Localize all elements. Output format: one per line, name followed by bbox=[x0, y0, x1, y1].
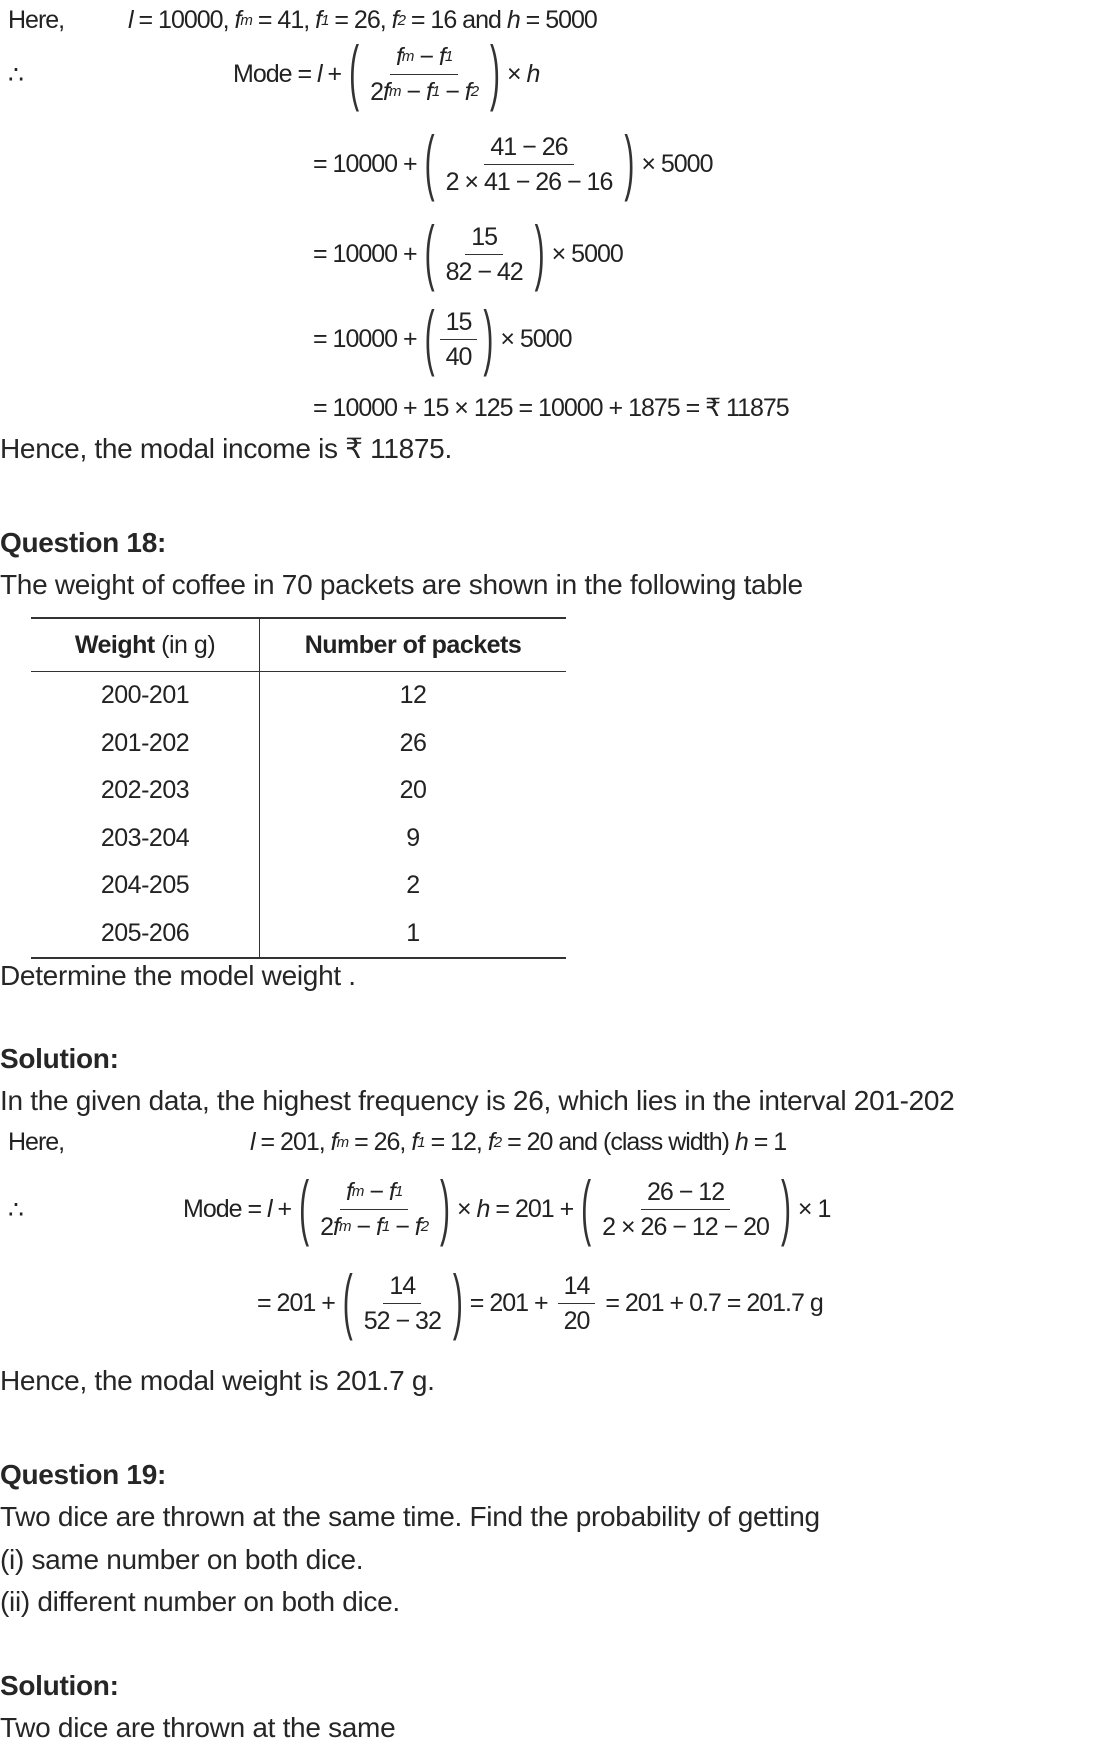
right-paren: ) bbox=[490, 33, 500, 113]
math-text: = 26, bbox=[348, 1128, 412, 1156]
table-header-row bbox=[31, 618, 566, 672]
math-text: + bbox=[271, 1195, 298, 1223]
math-text: = 1 bbox=[747, 1128, 787, 1156]
numerator: f m − f 1 bbox=[340, 1175, 408, 1210]
left-paren: ( bbox=[299, 1168, 309, 1248]
table-row bbox=[31, 910, 566, 959]
math-text: 2 bbox=[320, 1213, 333, 1241]
left-paren: ( bbox=[424, 123, 434, 203]
math-text: = 26, bbox=[328, 6, 392, 34]
left-paren: ( bbox=[424, 298, 434, 378]
packets-cell: 2 bbox=[406, 871, 420, 900]
math-variable: f bbox=[345, 1178, 352, 1206]
fraction bbox=[440, 220, 529, 289]
math-text: = 201 + bbox=[463, 1289, 554, 1317]
left-paren: ( bbox=[424, 213, 434, 293]
math-variable: f bbox=[315, 6, 322, 34]
left-paren: ( bbox=[349, 33, 359, 113]
math-variable: f bbox=[438, 43, 445, 71]
math-variable: f bbox=[395, 43, 402, 71]
left-paren: ( bbox=[581, 1168, 591, 1248]
numerator bbox=[641, 1175, 730, 1210]
numerator bbox=[440, 305, 478, 340]
math-text: = 20 and (class width) bbox=[501, 1128, 735, 1156]
denominator bbox=[440, 255, 529, 289]
weight-cell: 205-206 bbox=[31, 910, 260, 959]
math-text: × bbox=[501, 60, 527, 88]
fraction bbox=[314, 1175, 434, 1244]
weight-cell: 202-203 bbox=[31, 767, 260, 815]
right-paren: ) bbox=[780, 1168, 790, 1248]
math-variable: h bbox=[526, 60, 540, 88]
math-text: 14 bbox=[563, 1272, 590, 1300]
math-variable: f bbox=[330, 1128, 337, 1156]
math-text: = 10000 + 15 × 125 = 10000 + 1875 = ₹ 11875 bbox=[313, 394, 789, 422]
mode-step bbox=[313, 123, 713, 203]
right-paren: ) bbox=[483, 298, 493, 378]
question-text: The weight of coffee in 70 packets are shown in the following table bbox=[0, 569, 803, 600]
conclusion: Hence, the modal weight is 201.7 g. bbox=[0, 1365, 435, 1396]
given-values: l = 10000, f m = 41, f 1 = 26, f 2 = 16 and h = 5000 bbox=[128, 6, 597, 34]
math-variable: l bbox=[250, 1128, 255, 1156]
mode-formula bbox=[233, 33, 540, 113]
denominator: 2 f m − f 1 − f 2 bbox=[314, 1210, 434, 1244]
packets-cell: 9 bbox=[406, 823, 420, 852]
weight-cell: 200-201 bbox=[31, 672, 260, 720]
math-text: = 10000 + bbox=[313, 150, 423, 178]
math-variable: f bbox=[391, 6, 398, 34]
numerator: f m − f 1 bbox=[390, 40, 458, 75]
table-row bbox=[31, 720, 566, 768]
fraction bbox=[440, 305, 478, 374]
packets-cell: 26 bbox=[399, 728, 427, 757]
math-variable: f bbox=[464, 78, 471, 106]
math-text: 2 × 41 − 26 − 16 bbox=[445, 168, 613, 196]
math-text: × 1 bbox=[791, 1195, 831, 1223]
denominator bbox=[440, 165, 619, 199]
packets-cell: 20 bbox=[399, 776, 427, 805]
question-part-i: (i) same number on both dice. bbox=[0, 1544, 364, 1575]
weight-table bbox=[31, 617, 566, 959]
numerator bbox=[383, 1269, 421, 1304]
right-paren: ) bbox=[534, 213, 544, 293]
question-text: Two dice are thrown at the same time. Find the probability of getting bbox=[0, 1501, 820, 1532]
fraction bbox=[596, 1175, 775, 1244]
left-paren: ( bbox=[342, 1262, 352, 1342]
therefore-symbol: ∴ bbox=[8, 1196, 23, 1224]
math-text: 15 bbox=[445, 308, 472, 336]
math-text: − bbox=[389, 1213, 415, 1241]
solution-heading: Solution: bbox=[0, 1043, 119, 1074]
math-variable: f bbox=[411, 1128, 418, 1156]
math-text: Mode = bbox=[183, 1195, 268, 1223]
math-text: = 10000 + bbox=[313, 240, 423, 268]
denominator bbox=[596, 1210, 775, 1244]
math-text: 15 bbox=[471, 223, 498, 251]
math-variable: f bbox=[234, 6, 241, 34]
math-text: 52 − 32 bbox=[363, 1307, 441, 1335]
mode-result bbox=[313, 393, 789, 423]
math-text: × 5000 bbox=[545, 240, 623, 268]
math-text: 2 bbox=[370, 78, 383, 106]
math-text: 2 × 26 − 12 − 20 bbox=[602, 1213, 769, 1241]
denominator bbox=[558, 1304, 596, 1338]
here-label: Here, bbox=[8, 1128, 65, 1156]
right-paren: ) bbox=[452, 1262, 462, 1342]
math-text: = 12, bbox=[424, 1128, 488, 1156]
table-row bbox=[31, 672, 566, 720]
math-text: = 201 + bbox=[489, 1195, 580, 1223]
conclusion: Hence, the modal income is ₹ 11875. bbox=[0, 433, 452, 464]
math-text: = 10000, bbox=[132, 6, 235, 34]
table-row bbox=[31, 862, 566, 910]
numerator bbox=[484, 130, 573, 165]
given-values: l = 201, f m = 26, f 1 = 12, f 2 = 20 and (class width) h = 1 bbox=[250, 1128, 787, 1156]
fraction bbox=[440, 130, 619, 199]
math-variable: h bbox=[476, 1195, 490, 1223]
math-text: 26 − 12 bbox=[647, 1178, 725, 1206]
mode-step bbox=[313, 213, 623, 293]
math-text: 82 − 42 bbox=[445, 258, 523, 286]
denominator bbox=[440, 340, 478, 374]
math-text: × bbox=[451, 1195, 477, 1223]
math-variable: f bbox=[487, 1128, 494, 1156]
denominator: 2 f m − f 1 − f 2 bbox=[364, 75, 484, 109]
table-row bbox=[31, 767, 566, 815]
math-variable: f bbox=[383, 78, 389, 106]
denominator bbox=[358, 1304, 447, 1338]
packets-cell: 1 bbox=[406, 918, 420, 947]
math-text: + bbox=[321, 60, 348, 88]
math-text: = 16 and bbox=[404, 6, 507, 34]
weight-cell: 204-205 bbox=[31, 862, 260, 910]
math-variable: l bbox=[267, 1195, 272, 1223]
math-text: − bbox=[413, 43, 439, 71]
mode-formula bbox=[183, 1168, 831, 1248]
math-text: × 5000 bbox=[635, 150, 713, 178]
math-text: × 5000 bbox=[494, 325, 572, 353]
question-heading: Question 19: bbox=[0, 1459, 166, 1490]
math-variable: f bbox=[375, 1213, 382, 1241]
math-text: = 10000 + bbox=[313, 325, 423, 353]
math-text: = 201 + 0.7 = 201.7 g bbox=[599, 1289, 823, 1317]
math-variable: f bbox=[333, 1213, 339, 1241]
math-variable: l bbox=[128, 6, 133, 34]
math-text: − bbox=[439, 78, 465, 106]
math-text: 41 − 26 bbox=[490, 133, 568, 161]
math-variable: f bbox=[425, 78, 432, 106]
math-variable: h bbox=[734, 1128, 748, 1156]
fraction bbox=[558, 1269, 596, 1338]
right-paren: ) bbox=[440, 1168, 450, 1248]
question-prompt: Determine the model weight . bbox=[0, 960, 356, 991]
mode-result bbox=[257, 1262, 823, 1342]
question-heading: Question 18: bbox=[0, 527, 166, 558]
weight-cell: 201-202 bbox=[31, 720, 260, 768]
header-weight: Weight (in g) bbox=[31, 618, 260, 672]
fraction bbox=[358, 1269, 447, 1338]
math-text: Mode = bbox=[233, 60, 318, 88]
packets-cell: 12 bbox=[399, 681, 427, 710]
fraction bbox=[364, 40, 484, 109]
math-variable: h bbox=[506, 6, 520, 34]
math-text: = 5000 bbox=[519, 6, 597, 34]
therefore-symbol: ∴ bbox=[8, 61, 23, 89]
math-text: − bbox=[363, 1178, 389, 1206]
math-text: 20 bbox=[563, 1307, 590, 1335]
solution-intro: In the given data, the highest frequency is 26, which lies in the interval 201-202 bbox=[0, 1085, 955, 1116]
solution-heading: Solution: bbox=[0, 1670, 119, 1701]
mode-step bbox=[313, 298, 572, 378]
here-label: Here, bbox=[8, 6, 65, 34]
math-variable: l bbox=[317, 60, 322, 88]
weight-cell: 203-204 bbox=[31, 815, 260, 863]
math-text: 40 bbox=[445, 343, 472, 371]
header-packets: Number of packets bbox=[260, 618, 567, 672]
math-text: = 41, bbox=[251, 6, 316, 34]
math-text: = 201 + bbox=[257, 1289, 341, 1317]
math-text: = 201, bbox=[254, 1128, 331, 1156]
solution-text: Two dice are thrown at the same bbox=[0, 1712, 396, 1743]
math-text: 14 bbox=[389, 1272, 416, 1300]
table-row bbox=[31, 815, 566, 863]
right-paren: ) bbox=[624, 123, 634, 203]
math-text: − bbox=[350, 1213, 376, 1241]
numerator bbox=[558, 1269, 596, 1304]
math-text: − bbox=[400, 78, 426, 106]
math-variable: f bbox=[388, 1178, 395, 1206]
numerator bbox=[465, 220, 503, 255]
question-part-ii: (ii) different number on both dice. bbox=[0, 1586, 400, 1617]
math-variable: f bbox=[414, 1213, 421, 1241]
